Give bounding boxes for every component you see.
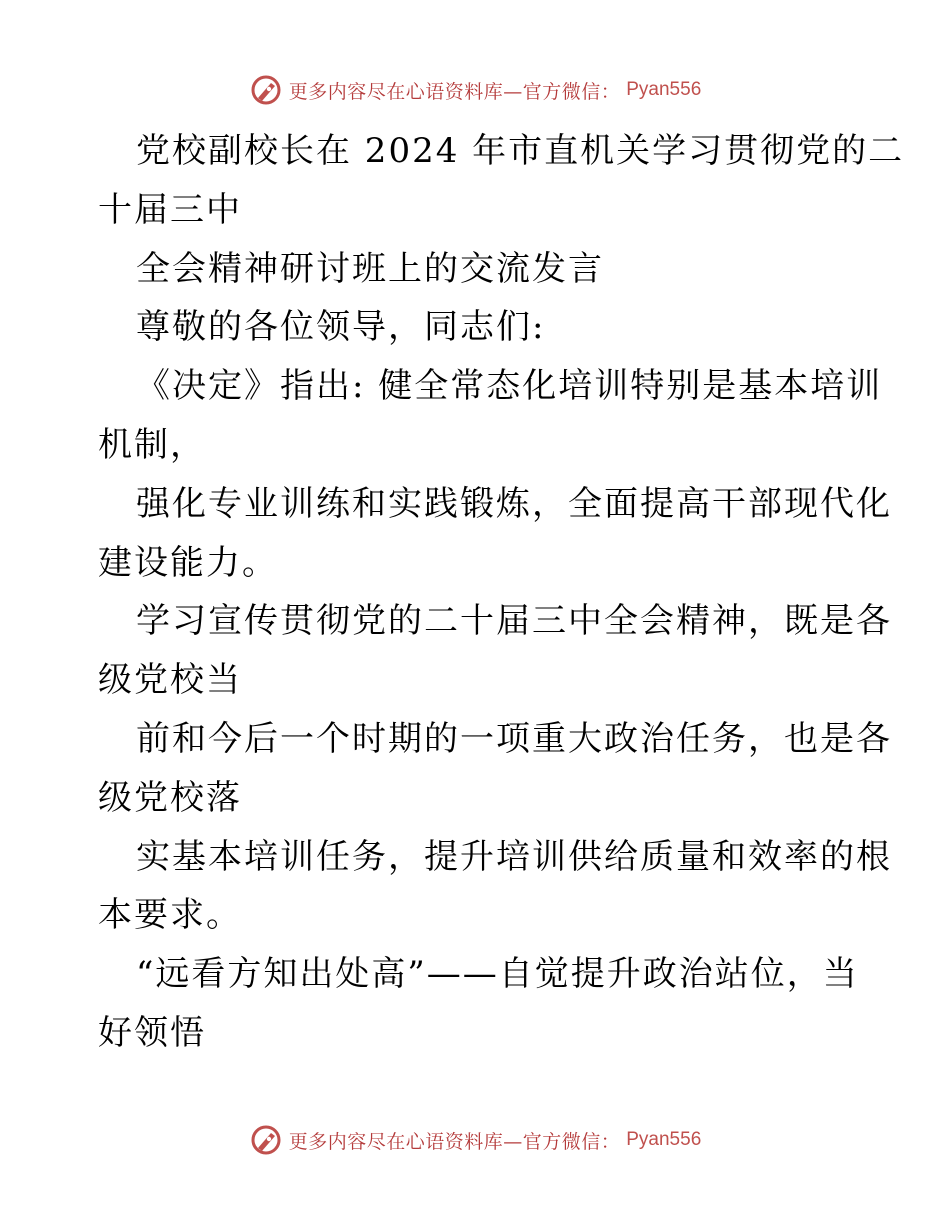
document-body [98,122,905,1063]
text-line: 级党校落 [98,777,242,818]
text-line: 《决定》指出: 健全常态化培训特别是基本培训 [136,366,883,407]
text-line: “远看方知出处高”——自觉提升政治站位，当 [136,954,859,995]
text-line: 建设能力。 [98,542,278,583]
watermark-wechat-id: Pyan556 [626,1129,702,1150]
text-line: 本要求。 [98,895,242,936]
text-line: 实基本培训任务，提升培训供给质量和效率的根 [136,836,892,877]
text-line: 十届三中 [98,189,242,230]
text-line: 学习宣传贯彻党的二十届三中全会精神，既是各 [136,601,892,642]
text-line: 党校副校长在 2024 年市直机关学习贯彻党的二 [136,131,905,171]
watermark-wechat-id: Pyan556 [626,79,702,100]
pen-logo-icon [249,73,283,107]
watermark-text: 更多内容尽在心语资料库—官方微信： [288,1130,621,1153]
text-line: 尊敬的各位领导，同志们: [136,307,546,348]
text-line: 好领悟 [98,1012,206,1053]
text-line: 机制， [98,424,206,465]
header-watermark [0,70,950,110]
pen-logo-icon [249,1123,283,1157]
watermark-text: 更多内容尽在心语资料库—官方微信： [288,80,621,103]
text-line: 全会精神研讨班上的交流发言 [136,248,604,289]
text-line: 前和今后一个时期的一项重大政治任务，也是各 [136,718,892,759]
text-line: 级党校当 [98,660,242,701]
footer-watermark [0,1120,950,1160]
text-line: 强化专业训练和实践锻炼，全面提高干部现代化 [136,483,892,524]
